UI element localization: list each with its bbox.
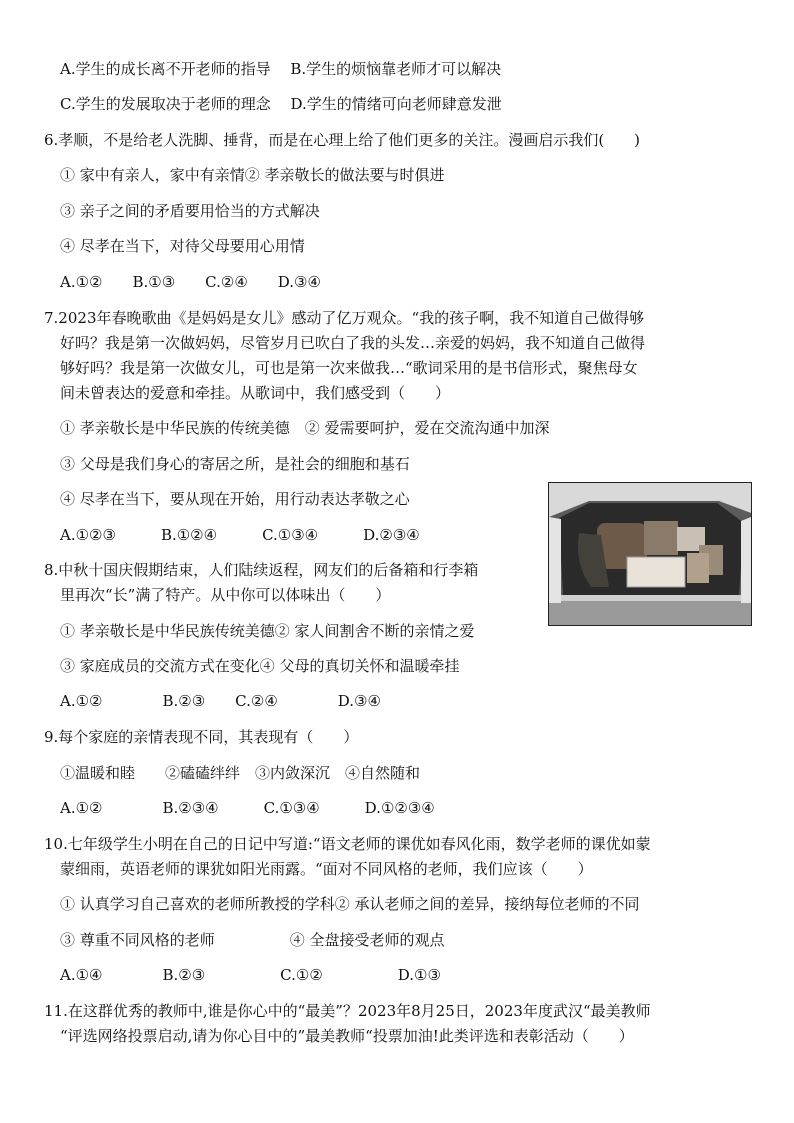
q9-items: ①温暖和睦 ②磕磕绊绊 ③内敛深沉 ④自然随和 <box>60 764 421 782</box>
q10-stem-line-2: 蒙细雨，英语老师的课犹如阳光雨露。“面对不同风格的老师，我们应该（ ） <box>60 860 593 878</box>
q7-stem-line-1: 7.2023年春晚歌曲《是妈妈是女儿》感动了亿万观众。“我的孩子啊，我不知道自己做得够 <box>44 309 645 327</box>
q7-stem-line-2: 好吗？我是第一次做妈妈，尽管岁月已吹白了我的头发…亲爱的妈妈，我不知道自己做得 <box>60 334 646 352</box>
q7-item-4: ④ 尽孝在当下，要从现在开始，用行动表达孝敬之心 <box>60 490 410 508</box>
q11-stem-line-2: “评选网络投票启动,请为你心目中的”最美教师“投票加油!此类评选和表彰活动（ ） <box>60 1027 634 1045</box>
q8-item-3-4: ③ 家庭成员的交流方式在变化④ 父母的真切关怀和温暖牵挂 <box>60 657 460 675</box>
q8-item-1-2: ① 孝亲敬长是中华民族传统美德② 家人间割舍不断的亲情之爱 <box>60 622 475 640</box>
q8-options: A.①② B.②③ C.②④ D.③④ <box>60 692 381 710</box>
q6-item-3: ③ 亲子之间的矛盾要用恰当的方式解决 <box>60 202 320 220</box>
q10-options: A.①④ B.②③ C.①② D.①③ <box>60 966 441 984</box>
car-trunk-photo <box>548 482 752 626</box>
q11-stem-line-1: 11.在这群优秀的教师中,谁是你心中的“最美”？2023年8月25日，2023年度武汉“最美教师 <box>44 1002 651 1020</box>
q7-stem-line-4: 间未曾表达的爱意和牵挂。从歌词中，我们感受到（ ） <box>60 384 451 402</box>
q8-stem-line-1: 8.中秋十国庆假期结束，人们陆续返程，网友们的后备箱和行李箱 <box>44 561 479 579</box>
q10-item-1-2: ① 认真学习自己喜欢的老师所教授的学科② 承认老师之间的差异，接纳每位老师的不同 <box>60 895 640 913</box>
q9-options: A.①② B.②③④ C.①③④ D.①②③④ <box>60 799 435 817</box>
q6-stem: 6.孝顺，不是给老人洗脚、捶背，而是在心理上给了他们更多的关注。漫画启示我们( ) <box>44 131 641 149</box>
q7-item-3: ③ 父母是我们身心的寄居之所，是社会的细胞和基石 <box>60 455 410 473</box>
q6-item-1-2: ① 家中有亲人，家中有亲情② 孝亲敬长的做法要与时俱进 <box>60 166 445 184</box>
q5-option-cd: C.学生的发展取决于老师的理念 D.学生的情绪可向老师肆意发泄 <box>60 95 502 113</box>
q7-item-1-2: ① 孝亲敬长是中华民族的传统美德 ② 爱需要呵护，爱在交流沟通中加深 <box>60 419 550 437</box>
q5-option-ab: A.学生的成长离不开老师的指导 B.学生的烦恼靠老师才可以解决 <box>60 60 502 78</box>
q8-stem-line-2: 里再次“长”满了特产。从中你可以体味出（ ） <box>60 586 391 604</box>
q7-options: A.①②③ B.①②④ C.①③④ D.②③④ <box>60 526 420 544</box>
q7-stem-line-3: 够好吗？我是第一次做女儿，可也是第一次来做我…“歌词采用的是书信形式，聚焦母女 <box>60 359 638 377</box>
q10-item-3-4: ③ 尊重不同风格的老师 ④ 全盘接受老师的观点 <box>60 931 445 949</box>
q6-options: A.①② B.①③ C.②④ D.③④ <box>60 273 321 291</box>
q9-stem: 9.每个家庭的亲情表现不同，其表现有（ ） <box>44 728 359 746</box>
q6-item-4: ④ 尽孝在当下，对待父母要用心用情 <box>60 237 305 255</box>
q10-stem-line-1: 10.七年级学生小明在自己的日记中写道:“语文老师的课优如春风化雨，数学老师的课优如蒙 <box>44 835 651 853</box>
